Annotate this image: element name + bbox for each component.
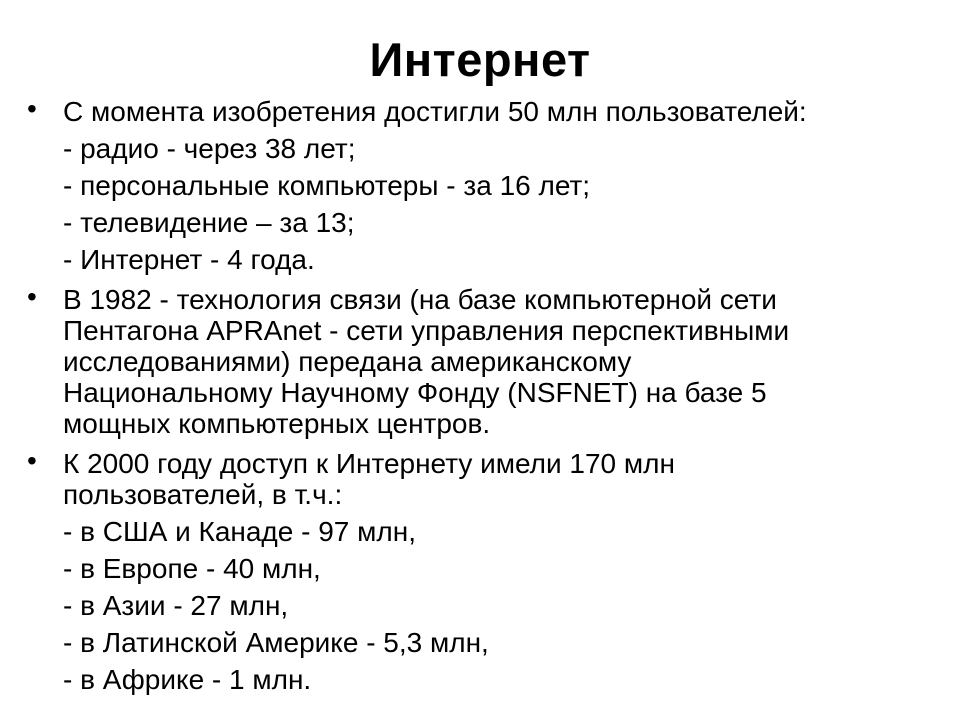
bullet-marker: • [27, 281, 37, 312]
slide-body [0, 93, 960, 695]
sub-item: - в Латинской Америке - 5,3 млн, [63, 627, 489, 658]
bullet-line: С момента изобретения достигли 50 млн пользователей: [63, 96, 807, 127]
bullet-line: исследованиями) передана американскому [63, 346, 632, 377]
bullet-line: пользователей, в т.ч.: [63, 479, 343, 510]
bullet-line: Национальному Научному Фонду (NSFNET) на базе 5 [63, 377, 767, 408]
bullet-item-3 [0, 445, 960, 510]
sub-item: - в Европе - 40 млн, [63, 553, 321, 584]
sub-item: - Интернет - 4 года. [63, 244, 315, 275]
sub-item: - в Африке - 1 млн. [63, 664, 312, 695]
bullet-line: мощных компьютерных центров. [63, 408, 491, 439]
slide-title: Интернет [369, 33, 591, 86]
bullet-item-1 [0, 93, 960, 127]
sub-item: - в США и Канаде - 97 млн, [63, 516, 416, 547]
sub-item: - персональные компьютеры - за 16 лет; [63, 170, 591, 201]
sub-item: - телевидение – за 13; [63, 207, 355, 238]
bullet-marker: • [27, 445, 37, 476]
bullet-item-2 [0, 281, 960, 439]
bullet-line: В 1982 - технология связи (на базе компьютерной сети [63, 284, 777, 315]
bullet-line: Пентагона APRAnet - сети управления перспективными [63, 315, 790, 346]
sub-item: - радио - через 38 лет; [63, 133, 356, 164]
sub-item: - в Азии - 27 млн, [63, 590, 289, 621]
bullet-marker: • [27, 93, 37, 124]
bullet-line: К 2000 году доступ к Интернету имели 170 млн [63, 448, 675, 479]
